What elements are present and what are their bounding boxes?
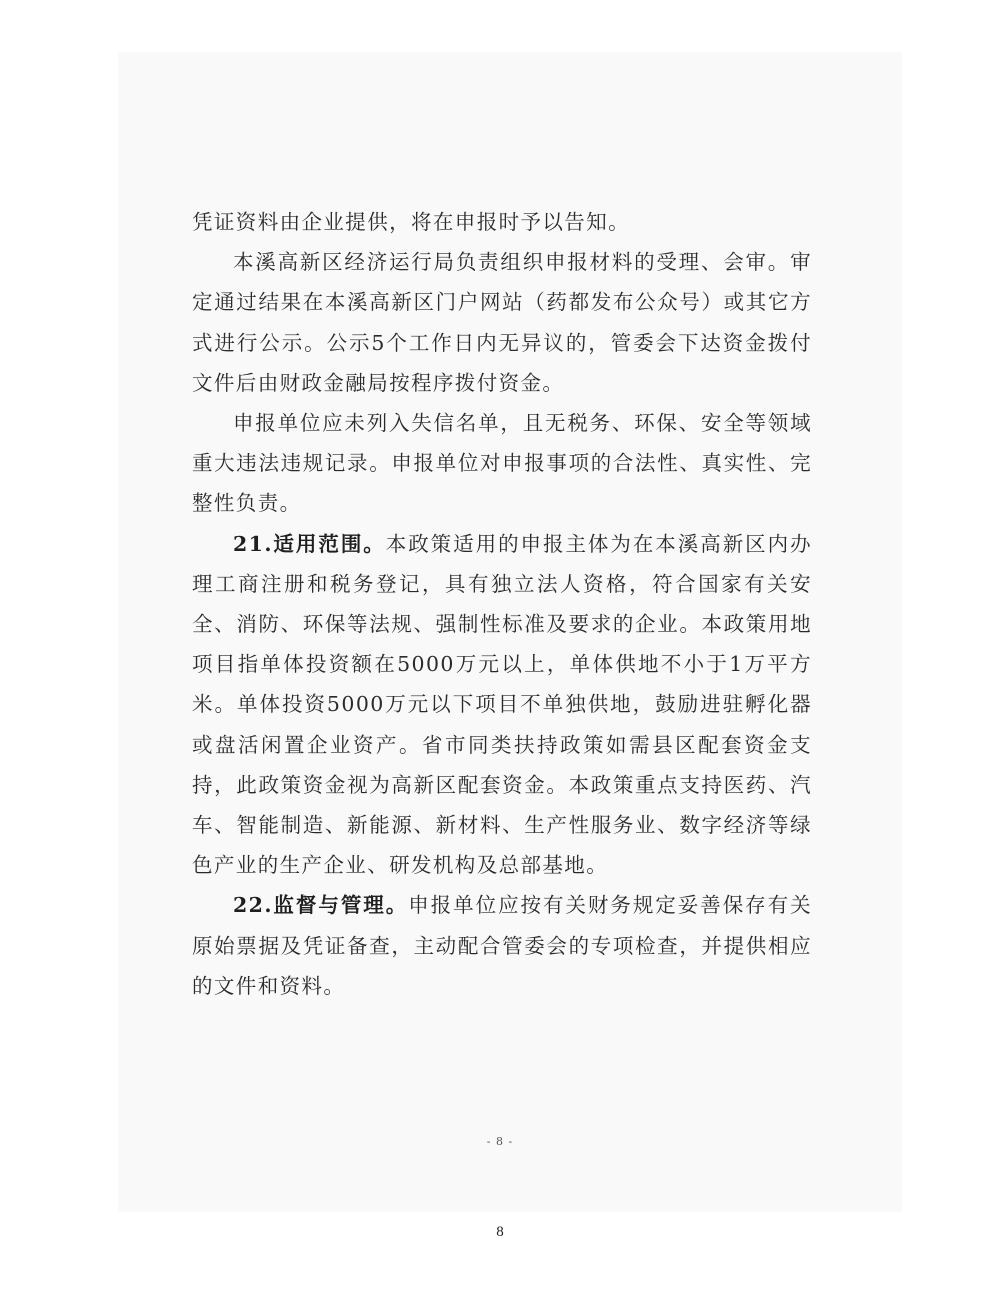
- section-text-supervision: 申报单位应按有关财务规定妥善保存有关原始票据及凭证备查，主动配合管委会的专项检查，并提供相应的文件和资料。: [192, 893, 813, 998]
- section-heading-scope: 21.适用范围。: [233, 531, 386, 556]
- section-text-scope: 本政策适用的申报主体为在本溪高新区内办理工商注册和税务登记，具有独立法人资格，符合国家有关安全、消防、环保等法规、强制性标准及要求的企业。本政策用地项目指单体投资额在5000万元以上，单体供地不小于1万平方米。单体投资5000万元以下项目不单独供地，鼓励进驻孵化器或盘活闲置企业资产。省市同类扶持政策如需县区配套资金支持，此政策资金视为高新区配套资金。本政策重点支持医药、汽车、智能制造、新能源、新材料、生产性服务业、数字经济等绿色产业的生产企业、研发机构及总部基地。: [192, 531, 812, 878]
- paragraph-review-process: 本溪高新区经济运行局负责组织申报材料的受理、会审。审定通过结果在本溪高新区门户网站（药都发布公众号）或其它方式进行公示。公示5个工作日内无异议的，管委会下达资金拨付文件后由财政金融局按程序拨付资金。: [192, 250, 812, 395]
- page-number: 8: [496, 1224, 504, 1240]
- document-body: [192, 202, 812, 1006]
- section-heading-supervision: 22.监督与管理。: [233, 893, 409, 918]
- paragraph-continuation: 凭证资料由企业提供，将在申报时予以告知。: [192, 210, 630, 234]
- paragraph-scope: [192, 524, 812, 886]
- page-footer: - 8 -: [486, 1135, 514, 1148]
- paragraph-supervision: [192, 885, 812, 1006]
- paragraph-eligibility: 申报单位应未列入失信名单，且无税务、环保、安全等领域重大违法违规记录。申报单位对申报事项的合法性、真实性、完整性负责。: [192, 411, 812, 516]
